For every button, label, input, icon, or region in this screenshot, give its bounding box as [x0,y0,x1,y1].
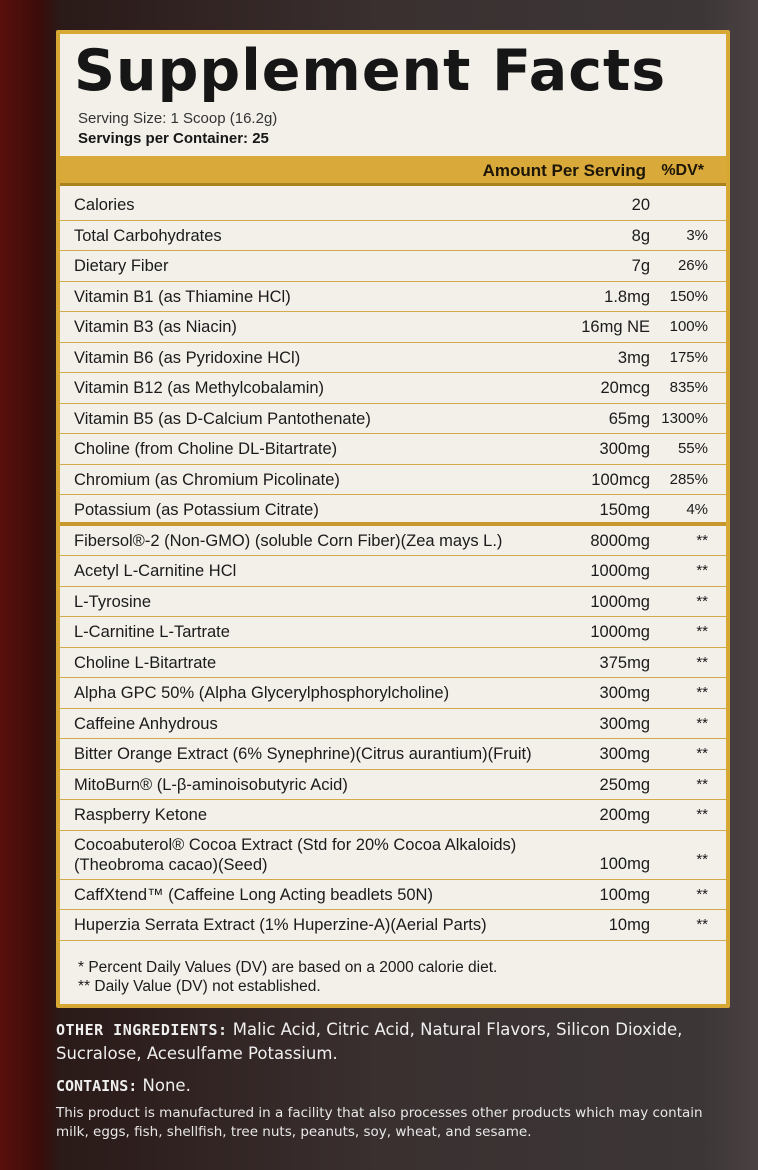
row-dv: ** [696,916,708,933]
table-row [60,709,726,740]
contains-label: CONTAINS: [56,1077,138,1095]
row-dv: ** [696,562,708,579]
table-row [60,910,726,941]
row-dv: 175% [669,348,708,366]
table-row [60,312,726,343]
facility-notice: This product is manufactured in a facility that also processes other products which may contain milk, eggs, fish, shellfish, tree nuts, peanuts, soy, wheat, and sesame. [56,1105,703,1140]
row-name: L-Carnitine L-Tartrate [74,623,230,641]
row-name: Vitamin B3 (as Niacin) [74,318,237,336]
table-row [60,343,726,374]
row-dv: ** [696,623,708,640]
row-amount: 1.8mg [604,287,650,306]
row-dv: ** [696,806,708,823]
row-amount: 100mcg [591,470,650,489]
supplement-facts-panel [56,30,730,1008]
row-amount: 3mg [617,348,650,367]
row-amount: 65mg [608,409,650,428]
row-dv: 4% [686,501,708,518]
row-name: Choline (from Choline DL-Bitartrate) [74,440,338,458]
table-row [60,190,726,221]
row-amount: 300mg [599,440,650,458]
table-row [60,770,726,801]
row-name: Raspberry Ketone [74,806,207,824]
contains-line [56,1076,191,1095]
table-row [60,526,726,557]
table-row [60,880,726,911]
row-amount: 150mg [599,501,650,519]
row-amount: 250mg [599,775,650,794]
table-row [60,831,726,880]
table-row [60,404,726,435]
serving-size: Serving Size: 1 Scoop (16.2g) [78,110,278,127]
row-name: Alpha GPC 50% (Alpha Glycerylphosphorylcholine) [74,684,450,702]
row-name: Vitamin B6 (as Pyridoxine HCl) [74,348,301,367]
row-name: Vitamin B1 (as Thiamine HCl) [74,287,291,306]
row-dv: ** [696,885,708,903]
table-row [60,465,726,496]
row-name: Huperzia Serrata Extract (1% Huperzine-A)(Aerial Parts) [74,916,487,934]
row-dv: ** [696,775,708,793]
row-name: L-Tyrosine [74,592,152,611]
table-row [60,678,726,709]
row-amount: 300mg [599,745,650,763]
row-dv: 285% [669,470,708,488]
table-row [60,221,726,252]
row-amount: 100mg [599,885,650,904]
row-name: Dietary Fiber [74,257,169,275]
table-row [60,739,726,770]
row-amount: 20 [631,196,650,214]
footnote-dv: * Percent Daily Values (DV) are based on a 2000 calorie diet. [78,959,498,976]
row-dv: ** [696,850,708,868]
table-row [60,251,726,282]
panel-title: Supplement Facts [74,38,667,104]
table-row [60,617,726,648]
row-amount: 8g [631,226,650,245]
row-name: Choline L-Bitartrate [74,653,217,672]
row-name: MitoBurn® (L-β-aminoisobutyric Acid) [74,775,348,794]
header-amount: Amount Per Serving [482,161,646,180]
row-name: Acetyl L-Carnitine HCl [74,562,237,580]
row-amount: 300mg [599,684,650,702]
row-dv: ** [696,714,708,732]
row-amount: 10mg [608,916,650,934]
facts-table [60,190,726,941]
row-name: Bitter Orange Extract (6% Synephrine)(Citrus aurantium)(Fruit) [74,745,532,763]
row-amount: 16mg NE [581,318,650,336]
row-dv: ** [696,531,708,549]
row-amount: 1000mg [590,562,650,580]
table-row [60,800,726,831]
row-name: Caffeine Anhydrous [74,714,218,733]
row-amount: 300mg [599,714,650,733]
other-ingredients [56,1018,726,1066]
row-name: Vitamin B5 (as D-Calcium Pantothenate) [74,409,371,428]
row-name: Potassium (as Potassium Citrate) [74,501,319,519]
row-dv: 26% [677,257,708,274]
row-dv: ** [696,653,708,671]
footnote-not-established: ** Daily Value (DV) not established. [78,978,321,995]
row-amount: 1000mg [590,623,650,641]
contains-text: None. [137,1076,191,1095]
row-amount: 200mg [599,806,650,824]
row-amount: 8000mg [590,531,650,550]
row-dv: ** [696,684,708,701]
row-name: Chromium (as Chromium Picolinate) [74,470,340,489]
table-row [60,587,726,618]
table-row [60,373,726,404]
row-dv: 55% [677,440,708,457]
row-dv: 150% [669,287,708,305]
row-name: CaffXtend™ (Caffeine Long Acting beadlets 50N) [74,885,433,904]
row-name: Cocoabuterol® Cocoa Extract (Std for 20% Cocoa Alkaloids)(Theobroma cacao)(Seed) [74,835,517,874]
row-name: Total Carbohydrates [74,226,222,245]
table-row [60,556,726,587]
other-ingredients-label: OTHER INGREDIENTS: [56,1021,228,1039]
row-name: Vitamin B12 (as Methylcobalamin) [74,379,325,397]
row-dv: ** [696,745,708,762]
other-ingredients-text: Malic Acid, Citric Acid, Natural Flavors, Silicon Dioxide, Sucralose, Acesulfame Potassium. [56,1020,683,1063]
column-header-bar [60,156,726,186]
table-row [60,434,726,465]
row-dv: 835% [669,379,708,396]
row-dv: 3% [686,226,708,244]
footnotes [78,958,497,996]
table-row [60,282,726,313]
row-amount: 100mg [599,854,650,873]
row-dv: 100% [669,318,708,335]
row-name: Calories [74,196,135,214]
row-dv: 1300% [661,409,708,427]
row-amount: 1000mg [590,592,650,611]
header-dv: %DV* [661,162,704,179]
row-amount: 7g [631,257,650,275]
table-row [60,648,726,679]
row-amount: 20mcg [600,379,650,397]
table-row [60,495,726,526]
row-amount: 375mg [599,653,650,672]
row-name: Fibersol®-2 (Non-GMO) (soluble Corn Fiber)(Zea mays L.) [74,531,503,550]
servings-per-container: Servings per Container: 25 [78,130,269,147]
row-dv: ** [696,592,708,610]
